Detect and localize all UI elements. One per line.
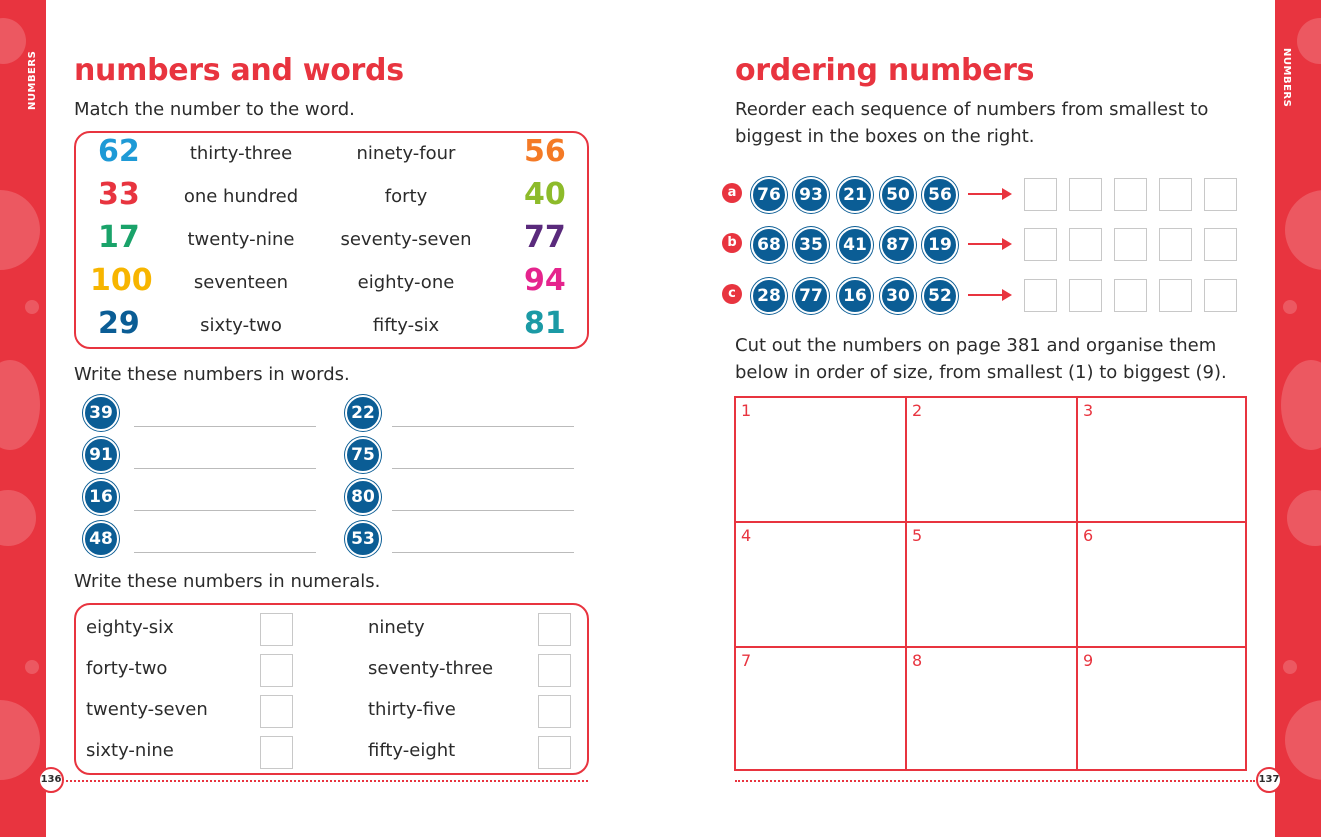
answer-line[interactable] — [392, 510, 574, 511]
number-circle: 28 — [751, 278, 787, 314]
answer-box[interactable] — [1024, 279, 1057, 312]
match-word[interactable]: ninety-four — [356, 143, 456, 164]
match-instruction: Match the number to the word. — [74, 99, 355, 120]
answer-box[interactable] — [260, 736, 293, 769]
left-page — [40, 0, 660, 837]
number-circle: 30 — [880, 278, 916, 314]
decorative-bubble — [1281, 360, 1321, 450]
answer-box[interactable] — [1069, 228, 1102, 261]
number-circle: 77 — [793, 278, 829, 314]
grid-cell[interactable] — [907, 648, 1078, 769]
number-circle: 91 — [83, 437, 119, 473]
answer-box[interactable] — [538, 695, 571, 728]
arrow-right-icon — [968, 243, 1010, 245]
decorative-bubble — [0, 700, 40, 780]
answer-box[interactable] — [538, 613, 571, 646]
cell-number: 8 — [912, 651, 923, 670]
ordering-instruction-line1: Reorder each sequence of numbers from smallest to — [735, 99, 1209, 120]
cell-number: 7 — [741, 651, 752, 670]
answer-box[interactable] — [538, 736, 571, 769]
decorative-bubble — [1297, 18, 1321, 64]
match-number[interactable]: 81 — [524, 306, 566, 341]
answer-line[interactable] — [134, 552, 316, 553]
match-number[interactable]: 77 — [524, 220, 566, 255]
numeral-word: forty-two — [86, 658, 168, 679]
answer-line[interactable] — [134, 426, 316, 427]
cell-number: 4 — [741, 526, 752, 545]
answer-box[interactable] — [1204, 178, 1237, 211]
answer-box[interactable] — [1159, 279, 1192, 312]
cell-number: 1 — [741, 401, 752, 420]
answer-box[interactable] — [1114, 279, 1147, 312]
answer-box[interactable] — [1114, 178, 1147, 211]
answer-box[interactable] — [260, 695, 293, 728]
cell-number: 3 — [1083, 401, 1094, 420]
number-circle: 53 — [345, 521, 381, 557]
match-row — [76, 176, 587, 219]
number-circle: 19 — [922, 227, 958, 263]
decorative-bubble — [0, 490, 36, 546]
decorative-bubble — [1285, 700, 1321, 780]
cut-instruction-line2: below in order of size, from smallest (1) to biggest (9). — [735, 362, 1227, 383]
match-row — [76, 262, 587, 305]
match-word[interactable]: seventy-seven — [340, 229, 472, 250]
sequence-label: b — [722, 233, 742, 253]
grid-cell[interactable] — [1078, 398, 1245, 523]
match-box — [74, 131, 589, 349]
sequence-label: a — [722, 183, 742, 203]
answer-box[interactable] — [1069, 279, 1102, 312]
answer-line[interactable] — [392, 468, 574, 469]
match-word[interactable]: sixty-two — [200, 315, 282, 336]
page-number: 136 — [38, 767, 64, 793]
words-instruction: Write these numbers in words. — [74, 364, 350, 385]
answer-box[interactable] — [538, 654, 571, 687]
numerals-instruction: Write these numbers in numerals. — [74, 571, 381, 592]
answer-box[interactable] — [1204, 228, 1237, 261]
page-title: ordering numbers — [735, 53, 1035, 88]
number-circle: 50 — [880, 177, 916, 213]
left-sidebar — [0, 0, 46, 837]
number-circle: 87 — [880, 227, 916, 263]
section-tab-label: NUMBERS — [1281, 48, 1292, 108]
answer-box[interactable] — [1024, 228, 1057, 261]
answer-line[interactable] — [392, 552, 574, 553]
answer-box[interactable] — [1159, 228, 1192, 261]
footer-dotted-line — [66, 780, 588, 782]
numeral-word: twenty-seven — [86, 699, 208, 720]
decorative-bubble — [25, 300, 39, 314]
answer-line[interactable] — [134, 468, 316, 469]
decorative-bubble — [1287, 490, 1321, 546]
match-word[interactable]: seventeen — [193, 272, 289, 293]
match-number[interactable]: 33 — [98, 177, 140, 212]
match-row — [76, 305, 587, 348]
match-number[interactable]: 40 — [524, 177, 566, 212]
match-word[interactable]: twenty-nine — [187, 229, 295, 250]
decorative-bubble — [25, 660, 39, 674]
answer-box[interactable] — [260, 613, 293, 646]
match-word[interactable]: one hundred — [183, 186, 299, 207]
answer-line[interactable] — [392, 426, 574, 427]
match-number[interactable]: 29 — [98, 306, 140, 341]
match-word[interactable]: thirty-three — [189, 143, 293, 164]
number-circle: 52 — [922, 278, 958, 314]
number-circle: 41 — [837, 227, 873, 263]
decorative-bubble — [1283, 300, 1297, 314]
numeral-word: seventy-three — [368, 658, 494, 679]
number-circle: 80 — [345, 479, 381, 515]
number-circle: 16 — [83, 479, 119, 515]
number-circle: 39 — [83, 395, 119, 431]
decorative-bubble — [1283, 660, 1297, 674]
grid-cell[interactable] — [907, 523, 1078, 648]
ordering-grid — [734, 396, 1247, 771]
numeral-word: thirty-five — [368, 699, 456, 720]
section-tab-label: NUMBERS — [27, 50, 38, 110]
footer-dotted-line — [735, 780, 1255, 782]
number-circle: 56 — [922, 177, 958, 213]
answer-box[interactable] — [1114, 228, 1147, 261]
match-word[interactable]: forty — [384, 186, 428, 207]
number-circle: 93 — [793, 177, 829, 213]
arrow-right-icon — [968, 193, 1010, 195]
match-number[interactable]: 100 — [90, 263, 153, 298]
number-circle: 68 — [751, 227, 787, 263]
answer-box[interactable] — [1204, 279, 1237, 312]
grid-cell[interactable] — [736, 398, 907, 523]
number-circle: 76 — [751, 177, 787, 213]
match-number[interactable]: 56 — [524, 134, 566, 169]
decorative-bubble — [1285, 190, 1321, 270]
match-word[interactable]: fifty-six — [372, 315, 440, 336]
match-word[interactable]: eighty-one — [357, 272, 455, 293]
right-sidebar — [1275, 0, 1321, 837]
grid-cell[interactable] — [736, 523, 907, 648]
number-circle: 35 — [793, 227, 829, 263]
ordering-instruction-line2: biggest in the boxes on the right. — [735, 126, 1035, 147]
number-circle: 75 — [345, 437, 381, 473]
match-number[interactable]: 94 — [524, 263, 566, 298]
match-row — [76, 133, 587, 176]
match-row — [76, 219, 587, 262]
cell-number: 9 — [1083, 651, 1094, 670]
grid-cell[interactable] — [1078, 648, 1245, 769]
cell-number: 6 — [1083, 526, 1094, 545]
cut-instruction-line1: Cut out the numbers on page 381 and organise them — [735, 335, 1217, 356]
numeral-word: fifty-eight — [368, 740, 456, 761]
numeral-word: sixty-nine — [86, 740, 174, 761]
decorative-bubble — [0, 18, 26, 64]
right-page — [660, 0, 1280, 837]
numeral-word: ninety — [368, 617, 425, 638]
match-number[interactable]: 62 — [98, 134, 140, 169]
numerals-box — [74, 603, 589, 775]
grid-cell[interactable] — [907, 398, 1078, 523]
sequence-label: c — [722, 284, 742, 304]
number-circle: 21 — [837, 177, 873, 213]
answer-box[interactable] — [260, 654, 293, 687]
numeral-word: eighty-six — [86, 617, 174, 638]
number-circle: 16 — [837, 278, 873, 314]
grid-cell[interactable] — [736, 648, 907, 769]
arrow-right-icon — [968, 294, 1010, 296]
page-number: 137 — [1256, 767, 1282, 793]
grid-cell[interactable] — [1078, 523, 1245, 648]
answer-box[interactable] — [1069, 178, 1102, 211]
cell-number: 5 — [912, 526, 923, 545]
decorative-bubble — [0, 190, 40, 270]
answer-box[interactable] — [1159, 178, 1192, 211]
number-circle: 22 — [345, 395, 381, 431]
answer-line[interactable] — [134, 510, 316, 511]
number-circle: 48 — [83, 521, 119, 557]
page-title: numbers and words — [74, 53, 404, 88]
answer-box[interactable] — [1024, 178, 1057, 211]
cell-number: 2 — [912, 401, 923, 420]
decorative-bubble — [0, 360, 40, 450]
match-number[interactable]: 17 — [98, 220, 140, 255]
